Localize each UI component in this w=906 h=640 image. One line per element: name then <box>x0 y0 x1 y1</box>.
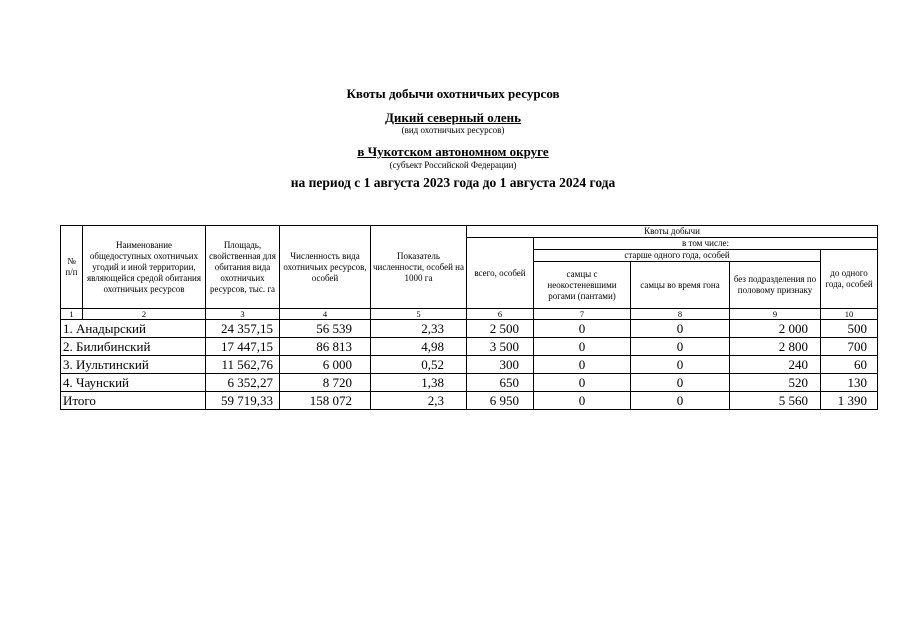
row-density: 1,38 <box>371 374 467 392</box>
row-no-sex: 240 <box>730 356 821 374</box>
row-total: 300 <box>467 356 534 374</box>
quota-table <box>60 225 878 410</box>
col-number: 5 <box>371 309 467 320</box>
col-number: 2 <box>83 309 206 320</box>
col-number: 3 <box>206 309 280 320</box>
row-no-sex: 2 800 <box>730 338 821 356</box>
row-name: 3. Иультинский <box>61 356 206 374</box>
row-males-antlers: 0 <box>534 338 631 356</box>
row-density: 0,52 <box>371 356 467 374</box>
header-older: старше одного года, особей <box>534 250 821 262</box>
table-row <box>61 320 878 338</box>
col-number: 4 <box>280 309 371 320</box>
row-under-one: 500 <box>821 320 878 338</box>
header-num: № п/п <box>61 226 83 309</box>
row-males-rut: 0 <box>631 356 730 374</box>
table-row <box>61 374 878 392</box>
header-including: в том числе: <box>534 238 878 250</box>
row-density: 4,98 <box>371 338 467 356</box>
row-area: 17 447,15 <box>206 338 280 356</box>
document-title: Квоты добычи охотничьих ресурсов <box>346 86 560 101</box>
total-males-antlers: 0 <box>534 392 631 410</box>
row-name: 1. Анадырский <box>61 320 206 338</box>
row-males-rut: 0 <box>631 374 730 392</box>
row-name: 2. Билибинский <box>61 338 206 356</box>
col-number: 6 <box>467 309 534 320</box>
header-name: Наименование общедоступных охотничьих угодий и иной территории, являющейся средой обитания охотничьих ресурсов <box>83 226 206 309</box>
row-density: 2,33 <box>371 320 467 338</box>
header-quota: Квоты добычи <box>467 226 878 238</box>
row-males-rut: 0 <box>631 320 730 338</box>
row-males-antlers: 0 <box>534 320 631 338</box>
row-area: 6 352,27 <box>206 374 280 392</box>
row-name: 4. Чаунский <box>61 374 206 392</box>
species-name: Дикий северный олень <box>384 110 521 125</box>
col-number: 1 <box>61 309 83 320</box>
row-total: 3 500 <box>467 338 534 356</box>
row-total: 2 500 <box>467 320 534 338</box>
total-area: 59 719,33 <box>206 392 280 410</box>
region-name: в Чукотском автономном округе <box>357 144 549 159</box>
total-label: Итого <box>61 392 206 410</box>
total-no-sex: 5 560 <box>730 392 821 410</box>
column-numbers-row <box>61 309 878 320</box>
header-area: Площадь, свойственная для обитания вида охотничьих ресурсов, тыс. га <box>206 226 280 309</box>
species-note: (вид охотничьих ресурсов) <box>401 125 505 135</box>
total-population: 158 072 <box>280 392 371 410</box>
row-population: 8 720 <box>280 374 371 392</box>
col-number: 8 <box>631 309 730 320</box>
header-males-rut: самцы во время гона <box>631 262 730 309</box>
row-population: 6 000 <box>280 356 371 374</box>
col-number: 10 <box>821 309 878 320</box>
row-males-rut: 0 <box>631 338 730 356</box>
row-area: 24 357,15 <box>206 320 280 338</box>
period-text: на период с 1 августа 2023 года до 1 августа 2024 года <box>290 175 616 190</box>
region-note: (субъект Российской Федерации) <box>389 160 517 170</box>
row-population: 56 539 <box>280 320 371 338</box>
row-males-antlers: 0 <box>534 374 631 392</box>
total-total: 6 950 <box>467 392 534 410</box>
row-total: 650 <box>467 374 534 392</box>
row-males-antlers: 0 <box>534 356 631 374</box>
header-population: Численность вида охотничьих ресурсов, особей <box>280 226 371 309</box>
total-under-one: 1 390 <box>821 392 878 410</box>
row-area: 11 562,76 <box>206 356 280 374</box>
header-males-antlers: самцы с неокостеневшими рогами (пантами) <box>534 262 631 309</box>
header-total: всего, особей <box>467 238 534 309</box>
row-under-one: 60 <box>821 356 878 374</box>
row-under-one: 700 <box>821 338 878 356</box>
row-population: 86 813 <box>280 338 371 356</box>
total-males-rut: 0 <box>631 392 730 410</box>
table-row <box>61 338 878 356</box>
row-under-one: 130 <box>821 374 878 392</box>
total-row <box>61 392 878 410</box>
row-no-sex: 2 000 <box>730 320 821 338</box>
col-number: 7 <box>534 309 631 320</box>
header-under-one: до одного года, особей <box>821 250 878 309</box>
col-number: 9 <box>730 309 821 320</box>
table-row <box>61 356 878 374</box>
header-no-sex: без подразделения по половому признаку <box>730 262 821 309</box>
row-no-sex: 520 <box>730 374 821 392</box>
header-density: Показатель численности, особей на 1000 га <box>371 226 467 309</box>
total-density: 2,3 <box>371 392 467 410</box>
